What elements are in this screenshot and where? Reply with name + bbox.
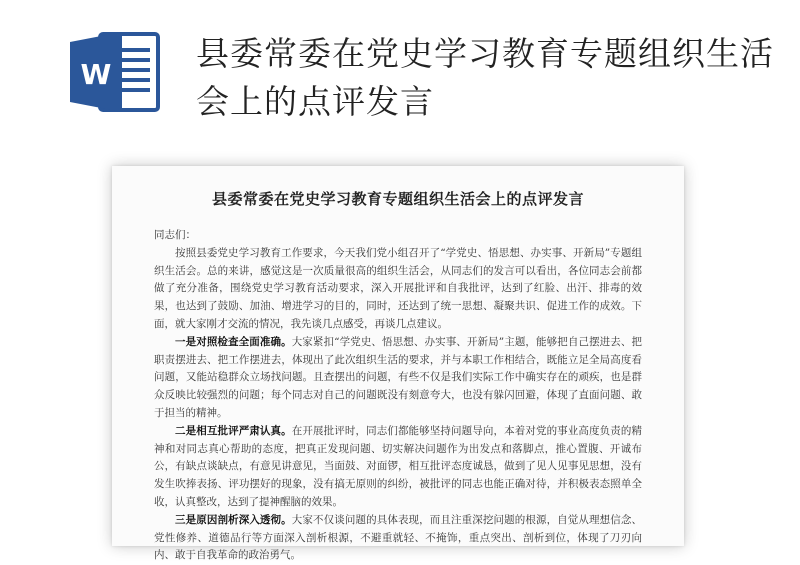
paragraph-point-2 (154, 423, 642, 512)
document-preview (112, 166, 684, 562)
point-3-lead: 三是原因剖析深入透彻。 (175, 513, 292, 526)
point-2-lead: 二是相互批评严肃认真。 (175, 424, 292, 437)
point-1-text: 大家紧扣“学党史、悟思想、办实事、开新局”主题，能够把自己摆进去、把职责摆进去、把工作摆进去，体现出了此次组织生活的要求，并与本职工作相结合，既能立足全局高度看问题，又能站稳群众立场找问题。且查摆出的问题，有些不仅是我们实际工作中确实存在的顽疾，也是群众反映比较强烈的问题；每个同志对自己的问题既没有刻意夸大，也没有躲闪回避，体现了直面问题、敢于担当的精神。 (154, 335, 643, 419)
point-1-lead: 一是对照检查全面准确。 (175, 335, 292, 348)
point-3-text: 大家不仅谈问题的具体表现，而且注重深挖问题的根源，自觉从理想信念、党性修养、道德品行等方面深入剖析根源，不避重就轻、不掩饰，重点突出、剖析到位，体现了刀刃向内、敢于自我革命的政治勇气。 (154, 513, 643, 562)
point-2-text: 在开展批评时，同志们都能够坚持问题导向，本着对党的事业高度负责的精神和对同志真心帮助的态度，把真正发现问题、切实解决问题作为出发点和落脚点，推心置腹、开诚布公，有缺点谈缺点，有意见讲意见，当面鼓、对面锣，相互批评态度诚恳，做到了见人见事见思想，没有发生吹捧表扬、评功摆好的现象，没有搞无原则的纠纷，被批评的同志也能正确对待，并积极表态照单全收，认真整改，达到了提神醒脑的效果。 (154, 424, 643, 508)
page-title: 县委常委在党史学习教育专题组织生活会上的点评发言 (196, 34, 774, 121)
word-icon (66, 30, 162, 114)
salutation: 同志们： (154, 229, 196, 241)
paragraph-intro: 按照县委党史学习教育工作要求，今天我们党小组召开了“学党史、悟思想、办实事、开新局”专题组织生活会。总的来讲，感觉这是一次质量很高的组织生活会，从同志们的发言可以看出，各位同志会前都做了充分准备，围绕党史学习教育活动要求，深入开展批评和自我批评，达到了红脸、出汗、排毒的效果，也达到了鼓励、加油、增进学习的目的，同时，还达到了统一思想、凝聚共识、促进工作的成效。下面，就大家刚才交流的情况，我先谈几点感受，再谈几点建议。 (154, 246, 642, 330)
paragraph-point-1 (154, 334, 642, 423)
document-body (154, 227, 642, 565)
paragraph-point-3 (154, 512, 642, 565)
word-icon-letter: W (80, 58, 112, 91)
document-title: 县委常委在党史学习教育专题组织生活会上的点评发言 (211, 190, 584, 208)
